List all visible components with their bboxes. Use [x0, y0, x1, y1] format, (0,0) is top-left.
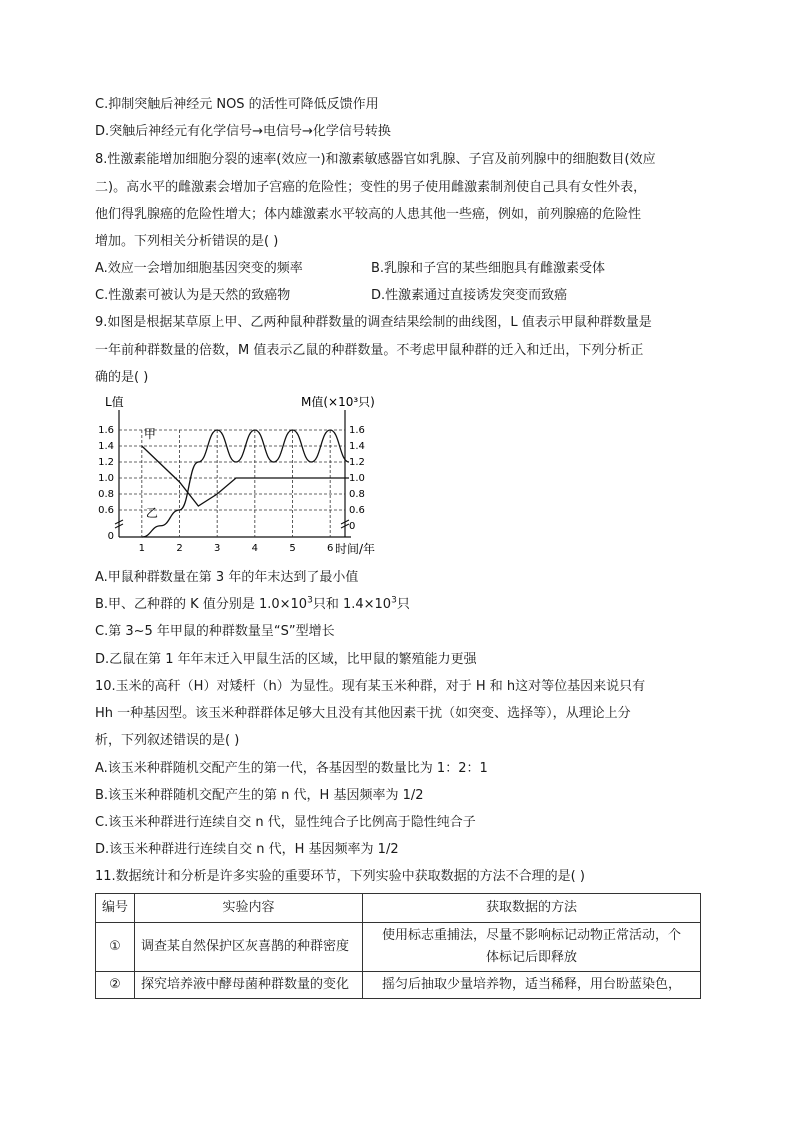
q10-stem-3: 析，下列叙述错误的是( ): [95, 733, 240, 748]
row-method-line1: 摇匀后抽取少量培养物，适当稀释，用台盼蓝染色，: [381, 977, 681, 992]
x-tick-label: 4: [251, 543, 259, 554]
row-content: 探究培养液中酵母菌种群数量的变化: [135, 972, 363, 999]
row-method: [363, 923, 701, 972]
row-number: ②: [96, 972, 135, 999]
q8-stem-1: 8.性激素能增加细胞分裂的速率(效应一)和激素敏感器官如乳腺、子宫及前列腺中的细胞数目(效应: [95, 152, 656, 167]
left-tick-label: 0.8: [98, 489, 114, 500]
q8-option-a: A.效应一会增加细胞基因突变的频率: [95, 261, 303, 276]
right-tick-label: 1.4: [349, 441, 365, 452]
q9-option-b-part1: B.甲、乙种群的 K 值分别是 1.0×10: [95, 597, 308, 612]
right-axis-label: M值(×10³只): [301, 395, 375, 409]
series-yi-label: 乙: [145, 505, 158, 520]
left-tick-label: 1.0: [98, 473, 114, 484]
header-content: 实验内容: [135, 894, 363, 923]
header-method: 获取数据的方法: [363, 894, 701, 923]
x-tick-label: 2: [176, 543, 183, 554]
right-tick-label: 1.0: [349, 473, 365, 484]
row-number: ①: [96, 923, 135, 972]
q10-stem-2: Hh 一种基因型。该玉米种群群体足够大且没有其他因素干扰（如突变、选择等），从理论上分: [95, 706, 631, 721]
x-tick-label: 1: [138, 543, 146, 554]
right-tick-label: 0.6: [349, 505, 365, 516]
q10-option-d: D.该玉米种群进行连续自交 n 代，H 基因频率为 1/2: [95, 842, 399, 857]
header-number: 编号: [96, 894, 135, 923]
q8-stem-3: 他们得乳腺癌的危险性增大；体内雄激素水平较高的人患其他一些癌，例如，前列腺癌的危险性: [95, 207, 642, 222]
left-tick-label: 1.6: [98, 425, 114, 436]
left-tick-label: 1.2: [98, 457, 114, 468]
series-yi-line: [142, 430, 349, 537]
left-axis-label: L值: [105, 395, 124, 409]
q8-option-b: B.乳腺和子宫的某些细胞具有雌激素受体: [371, 261, 606, 276]
q11-stem: 11.数据统计和分析是许多实验的重要环节，下列实验中获取数据的方法不合理的是( ): [95, 869, 585, 884]
q8-stem-4: 增加。下列相关分析错误的是( ): [95, 234, 279, 249]
x-axis-label: 时间/年: [335, 542, 376, 556]
q10-option-a: A.该玉米种群随机交配产生的第一代，各基因型的数量比为 1：2：1: [95, 761, 488, 776]
row-content: 调查某自然保护区灰喜鹊的种群密度: [135, 923, 363, 972]
q9-stem-3: 确的是( ): [95, 370, 149, 385]
q9-option-d: D.乙鼠在第 1 年年末迁入甲鼠生活的区域，比甲鼠的繁殖能力更强: [95, 652, 477, 667]
q9-stem-1: 9.如图是根据某草原上甲、乙两种鼠种群数量的调查结果绘制的曲线图，L 值表示甲鼠种群数量是: [95, 315, 652, 330]
right-tick-label: 1.6: [349, 425, 365, 436]
row-method-line2: 体标记后即释放: [485, 950, 577, 965]
q9-option-b-part2: 只和 1.4×10: [312, 597, 392, 612]
q10-option-b: B.该玉米种群随机交配产生的第 n 代，H 基因频率为 1/2: [95, 788, 424, 803]
q9-stem-2: 一年前种群数量的倍数，M 值表示乙鼠的种群数量。不考虑甲鼠种群的迁入和迁出，下列分析正: [95, 343, 644, 358]
population-chart: [95, 392, 395, 562]
q9-option-a: A.甲鼠种群数量在第 3 年的年末达到了最小值: [95, 570, 359, 585]
q9-option-b-sup1: 3: [307, 595, 313, 606]
q8-option-c: C.性激素可被认为是天然的致癌物: [95, 288, 291, 303]
q7-option-d: D.突触后神经元有化学信号→电信号→化学信号转换: [95, 124, 391, 139]
q8-option-d: D.性激素通过直接诱发突变而致癌: [371, 288, 568, 303]
left-tick-label: 1.4: [98, 441, 114, 452]
q10-stem-1: 10.玉米的高秆（H）对矮杆（h）为显性。现有某玉米种群，对于 H 和 h这对等位基因来说只有: [95, 679, 646, 694]
right-tick-zero: 0: [349, 521, 356, 532]
q9-option-b: [95, 596, 705, 614]
right-tick-label: 0.8: [349, 489, 365, 500]
q9-option-b-sup2: 3: [391, 595, 397, 606]
right-tick-label: 1.2: [349, 457, 365, 468]
x-tick-label: 6: [326, 543, 334, 554]
q7-option-c: C.抑制突触后神经元 NOS 的活性可降低反馈作用: [95, 97, 379, 112]
table-row: [96, 923, 701, 972]
x-tick-label: 5: [289, 543, 296, 554]
left-tick-label: 0.6: [98, 505, 114, 516]
population-chart-svg: [95, 392, 395, 562]
q9-option-b-part3: 只: [396, 597, 410, 612]
table-row: [96, 972, 701, 999]
x-tick-label: 3: [213, 543, 221, 554]
table-header-row: [96, 894, 701, 923]
left-tick-zero: 0: [107, 531, 114, 542]
row-method-line1: 使用标志重捕法，尽量不影响标记动物正常活动，个: [381, 928, 681, 943]
row-method: [363, 972, 701, 999]
series-jia-label: 甲: [143, 427, 156, 441]
q10-option-c: C.该玉米种群进行连续自交 n 代，显性纯合子比例高于隐性纯合子: [95, 815, 476, 830]
q9-option-c: C.第 3~5 年甲鼠的种群数量呈“S”型增长: [95, 624, 335, 639]
q8-stem-2: 二)。高水平的雌激素会增加子宫癌的危险性；变性的男子使用雌激素制剂使自己具有女性外表，: [95, 180, 647, 195]
experiment-table: [95, 893, 701, 999]
